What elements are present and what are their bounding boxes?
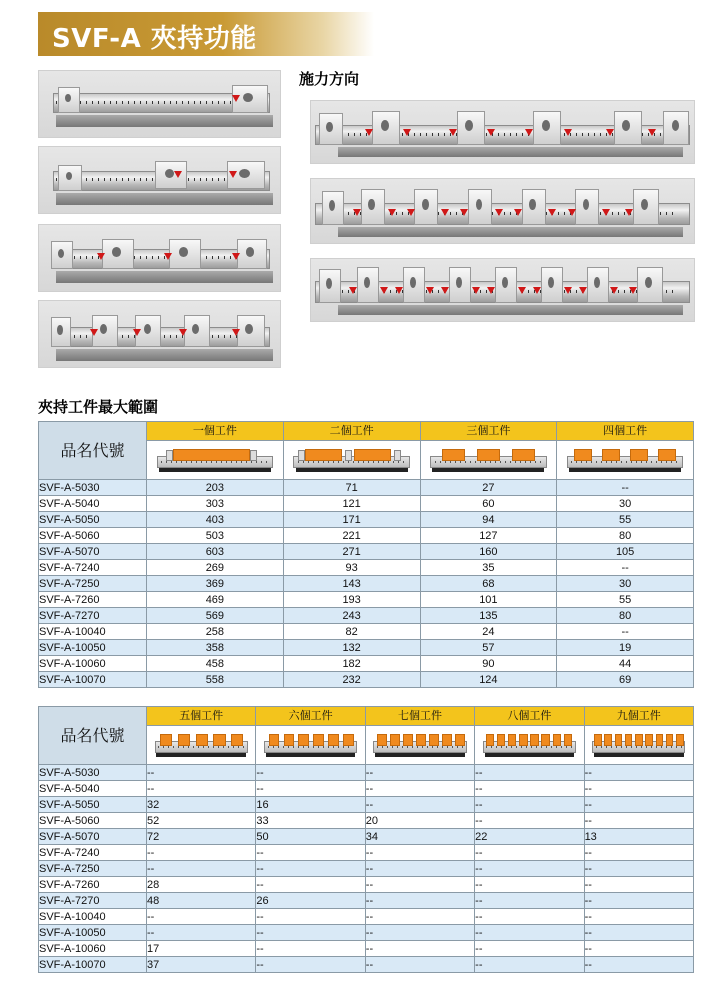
value-cell: 603 [147, 544, 284, 560]
value-cell: 28 [147, 877, 256, 893]
clamping-range-table-2 [38, 706, 694, 973]
table-row [39, 957, 694, 973]
value-cell: 26 [256, 893, 365, 909]
value-cell: 558 [147, 672, 284, 688]
product-photo-3 [38, 224, 281, 292]
value-cell: 243 [283, 608, 420, 624]
value-cell: -- [256, 909, 365, 925]
value-cell: -- [365, 781, 474, 797]
value-cell: -- [147, 781, 256, 797]
model-code-cell: SVF-A-7240 [39, 845, 147, 861]
value-cell: 271 [283, 544, 420, 560]
value-cell: 469 [147, 592, 284, 608]
table-row [39, 480, 694, 496]
model-code-cell: SVF-A-7240 [39, 560, 147, 576]
value-cell: 60 [420, 496, 557, 512]
value-cell: 68 [420, 576, 557, 592]
product-photo-1 [38, 70, 281, 138]
model-code-cell: SVF-A-5070 [39, 829, 147, 845]
value-cell: 22 [475, 829, 584, 845]
value-cell: -- [365, 909, 474, 925]
value-cell: 90 [420, 656, 557, 672]
table-row [39, 941, 694, 957]
table-row [39, 624, 694, 640]
value-cell: -- [365, 893, 474, 909]
value-cell: -- [256, 781, 365, 797]
value-cell: -- [256, 877, 365, 893]
value-cell: -- [475, 797, 584, 813]
table-row [39, 496, 694, 512]
name-column-header: 品名代號 [39, 422, 147, 480]
value-cell: 37 [147, 957, 256, 973]
diagram-6-workpieces [256, 726, 365, 765]
value-cell: 35 [420, 560, 557, 576]
diagram-9-workpieces [584, 726, 693, 765]
value-cell: 72 [147, 829, 256, 845]
value-cell: 19 [557, 640, 694, 656]
value-cell: -- [584, 877, 693, 893]
model-code-cell: SVF-A-10050 [39, 640, 147, 656]
value-cell: 503 [147, 528, 284, 544]
value-cell: 232 [283, 672, 420, 688]
value-cell: 57 [420, 640, 557, 656]
value-cell: 48 [147, 893, 256, 909]
value-cell: -- [147, 909, 256, 925]
value-cell: -- [475, 925, 584, 941]
value-cell: 34 [365, 829, 474, 845]
col-9-workpieces: 九個工件 [584, 707, 693, 726]
model-code-cell: SVF-A-10060 [39, 941, 147, 957]
value-cell: -- [365, 765, 474, 781]
model-code-cell: SVF-A-10070 [39, 672, 147, 688]
col-8-workpieces: 八個工件 [475, 707, 584, 726]
model-code-cell: SVF-A-7270 [39, 893, 147, 909]
model-code-cell: SVF-A-7260 [39, 592, 147, 608]
value-cell: 182 [283, 656, 420, 672]
value-cell: -- [365, 925, 474, 941]
table-row [39, 909, 694, 925]
value-cell: 30 [557, 576, 694, 592]
value-cell: 358 [147, 640, 284, 656]
clamping-range-heading: 夾持工件最大範圍 [38, 398, 159, 416]
force-direction-heading: 施力方向 [299, 70, 360, 88]
value-cell: 403 [147, 512, 284, 528]
value-cell: 30 [557, 496, 694, 512]
value-cell: -- [584, 813, 693, 829]
value-cell: 24 [420, 624, 557, 640]
value-cell: -- [147, 845, 256, 861]
value-cell: 132 [283, 640, 420, 656]
model-code-cell: SVF-A-10070 [39, 957, 147, 973]
table-row [39, 877, 694, 893]
col-4-workpieces: 四個工件 [557, 422, 694, 441]
table-row [39, 893, 694, 909]
model-code-cell: SVF-A-5050 [39, 797, 147, 813]
col-6-workpieces: 六個工件 [256, 707, 365, 726]
value-cell: -- [147, 925, 256, 941]
value-cell: -- [365, 877, 474, 893]
value-cell: -- [584, 957, 693, 973]
value-cell: 50 [256, 829, 365, 845]
model-code-cell: SVF-A-5040 [39, 496, 147, 512]
value-cell: -- [584, 861, 693, 877]
value-cell: -- [584, 893, 693, 909]
diagram-1-workpiece [147, 441, 284, 480]
value-cell: -- [584, 781, 693, 797]
product-photo-7 [310, 258, 695, 322]
value-cell: -- [475, 845, 584, 861]
value-cell: -- [584, 765, 693, 781]
table-row [39, 560, 694, 576]
value-cell: -- [256, 765, 365, 781]
model-code-cell: SVF-A-10040 [39, 624, 147, 640]
value-cell: -- [365, 845, 474, 861]
value-cell: 55 [557, 512, 694, 528]
diagram-8-workpieces [475, 726, 584, 765]
value-cell: -- [256, 861, 365, 877]
model-code-cell: SVF-A-5040 [39, 781, 147, 797]
value-cell: 458 [147, 656, 284, 672]
value-cell: -- [557, 480, 694, 496]
value-cell: 221 [283, 528, 420, 544]
table-row [39, 797, 694, 813]
value-cell: 32 [147, 797, 256, 813]
model-code-cell: SVF-A-5060 [39, 528, 147, 544]
value-cell: -- [475, 861, 584, 877]
value-cell: 13 [584, 829, 693, 845]
value-cell: -- [475, 893, 584, 909]
value-cell: 143 [283, 576, 420, 592]
model-code-cell: SVF-A-7250 [39, 576, 147, 592]
table-row [39, 544, 694, 560]
value-cell: -- [475, 765, 584, 781]
value-cell: 52 [147, 813, 256, 829]
value-cell: -- [475, 877, 584, 893]
value-cell: 71 [283, 480, 420, 496]
value-cell: -- [147, 861, 256, 877]
value-cell: 369 [147, 576, 284, 592]
value-cell: 171 [283, 512, 420, 528]
value-cell: 203 [147, 480, 284, 496]
col-7-workpieces: 七個工件 [365, 707, 474, 726]
value-cell: 258 [147, 624, 284, 640]
value-cell: -- [584, 909, 693, 925]
table-row [39, 672, 694, 688]
table-row [39, 781, 694, 797]
title-banner [38, 12, 374, 56]
value-cell: 127 [420, 528, 557, 544]
value-cell: -- [256, 941, 365, 957]
value-cell: -- [475, 813, 584, 829]
product-photo-6 [310, 178, 695, 244]
value-cell: 124 [420, 672, 557, 688]
value-cell: -- [256, 925, 365, 941]
value-cell: 269 [147, 560, 284, 576]
value-cell: -- [584, 797, 693, 813]
model-code-cell: SVF-A-5030 [39, 765, 147, 781]
table-row [39, 765, 694, 781]
value-cell: -- [475, 909, 584, 925]
table-row [39, 861, 694, 877]
model-code-cell: SVF-A-5030 [39, 480, 147, 496]
value-cell: 135 [420, 608, 557, 624]
model-code-cell: SVF-A-10060 [39, 656, 147, 672]
value-cell: 569 [147, 608, 284, 624]
model-code-cell: SVF-A-10050 [39, 925, 147, 941]
value-cell: 94 [420, 512, 557, 528]
value-cell: 27 [420, 480, 557, 496]
table-row [39, 845, 694, 861]
col-3-workpieces: 三個工件 [420, 422, 557, 441]
value-cell: -- [475, 957, 584, 973]
value-cell: -- [475, 781, 584, 797]
value-cell: 33 [256, 813, 365, 829]
model-code-cell: SVF-A-7260 [39, 877, 147, 893]
col-5-workpieces: 五個工件 [147, 707, 256, 726]
value-cell: -- [557, 560, 694, 576]
name-column-header-2: 品名代號 [39, 707, 147, 765]
table-row [39, 576, 694, 592]
value-cell: -- [147, 765, 256, 781]
table-row [39, 512, 694, 528]
diagram-5-workpieces [147, 726, 256, 765]
value-cell: 121 [283, 496, 420, 512]
value-cell: -- [475, 941, 584, 957]
model-code-cell: SVF-A-5050 [39, 512, 147, 528]
model-code-cell: SVF-A-7270 [39, 608, 147, 624]
value-cell: 101 [420, 592, 557, 608]
col-1-workpiece: 一個工件 [147, 422, 284, 441]
model-code-cell: SVF-A-5060 [39, 813, 147, 829]
value-cell: 69 [557, 672, 694, 688]
model-code-cell: SVF-A-7250 [39, 861, 147, 877]
table-row [39, 829, 694, 845]
value-cell: 20 [365, 813, 474, 829]
diagram-4-workpieces [557, 441, 694, 480]
value-cell: -- [365, 941, 474, 957]
value-cell: 17 [147, 941, 256, 957]
value-cell: 80 [557, 608, 694, 624]
table-row [39, 608, 694, 624]
value-cell: 105 [557, 544, 694, 560]
value-cell: -- [256, 845, 365, 861]
value-cell: 82 [283, 624, 420, 640]
col-2-workpieces: 二個工件 [283, 422, 420, 441]
model-code-cell: SVF-A-10040 [39, 909, 147, 925]
value-cell: -- [365, 957, 474, 973]
page-title: SVF-A 夾持功能 [52, 24, 257, 54]
table-row [39, 528, 694, 544]
value-cell: 303 [147, 496, 284, 512]
diagram-3-workpieces [420, 441, 557, 480]
table-row [39, 656, 694, 672]
value-cell: 160 [420, 544, 557, 560]
value-cell: 93 [283, 560, 420, 576]
table-row [39, 592, 694, 608]
model-code-cell: SVF-A-5070 [39, 544, 147, 560]
value-cell: -- [557, 624, 694, 640]
value-cell: -- [365, 797, 474, 813]
table-row [39, 813, 694, 829]
diagram-2-workpieces [283, 441, 420, 480]
value-cell: -- [584, 845, 693, 861]
value-cell: 55 [557, 592, 694, 608]
value-cell: 16 [256, 797, 365, 813]
value-cell: -- [256, 957, 365, 973]
product-photo-2 [38, 146, 281, 214]
value-cell: 44 [557, 656, 694, 672]
clamping-range-table-1 [38, 421, 694, 688]
value-cell: -- [584, 925, 693, 941]
product-photo-5 [310, 100, 695, 164]
value-cell: 193 [283, 592, 420, 608]
value-cell: -- [365, 861, 474, 877]
product-photo-4 [38, 300, 281, 368]
table-row [39, 925, 694, 941]
diagram-7-workpieces [365, 726, 474, 765]
value-cell: -- [584, 941, 693, 957]
value-cell: 80 [557, 528, 694, 544]
table-row [39, 640, 694, 656]
